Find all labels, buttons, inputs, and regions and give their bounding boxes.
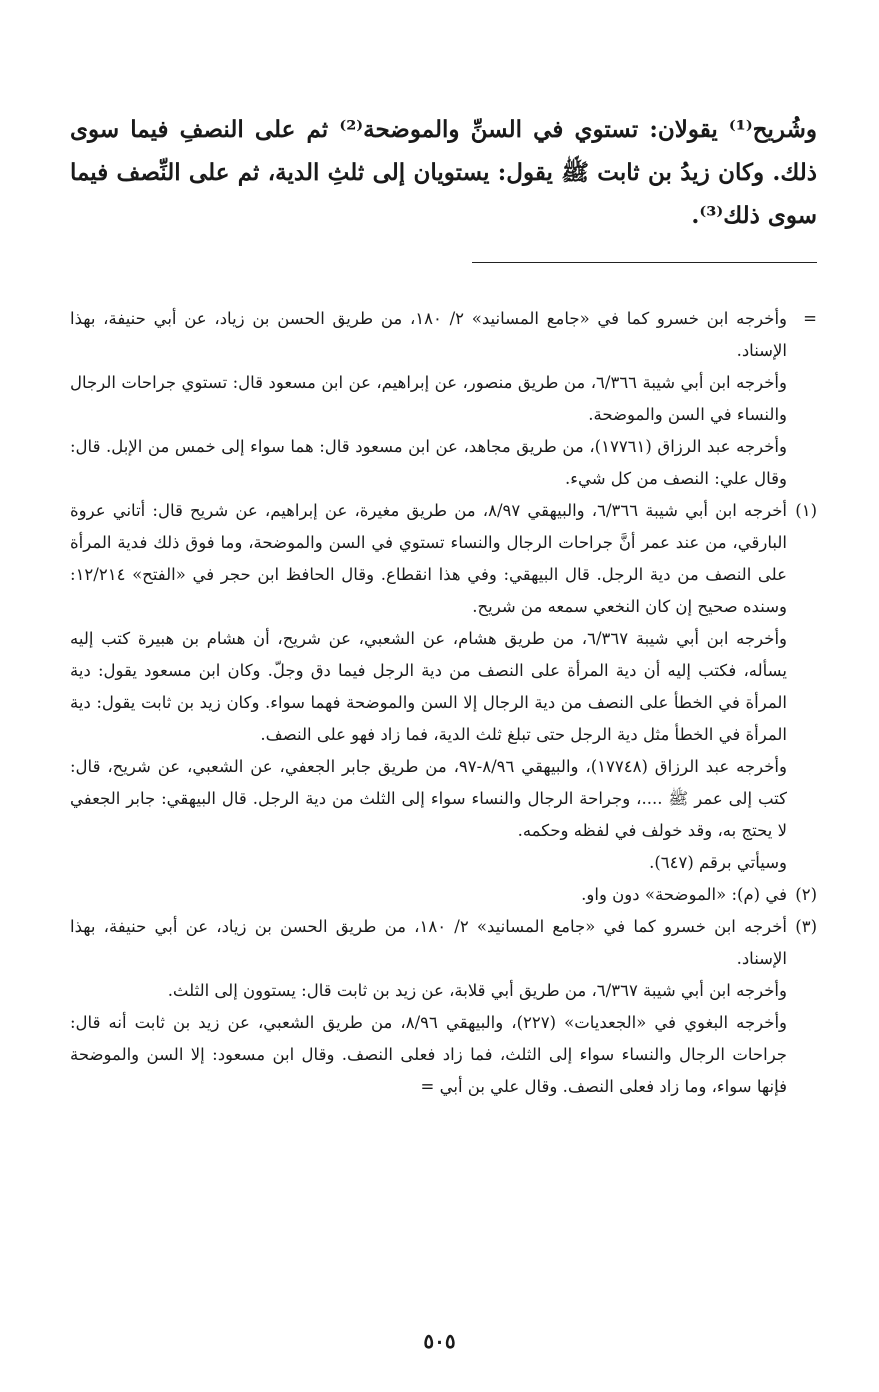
footnote-3-text: أخرجه ابن خسرو كما في «جامع المسانيد» ٢/ ١٨٠، من طريق الحسن بن زياد، عن أبي حنيفة، بهذا الإسناد. xyxy=(70,917,787,968)
footnote-1-paragraph: وسيأتي برقم (٦٤٧). xyxy=(649,853,787,872)
footnote-2 xyxy=(70,879,817,911)
continuation-paragraph: وأخرجه عبد الرزاق (١٧٧٦١)، من طريق مجاهد، عن ابن مسعود قال: هما سواء إلى خمس من الإبل. قال: وقال علي: النصف من كل شيء. xyxy=(70,437,787,488)
footnote-continuation xyxy=(70,303,817,367)
continuation-paragraph: وأخرجه ابن أبي شيبة ٦/٣٦٦، من طريق منصور، عن إبراهيم، عن ابن مسعود قال: تستوي جراحات الرجال والنساء في السن والموضحة. xyxy=(70,373,787,424)
footnote-3-mark: (٣) xyxy=(795,917,817,936)
footnote-3-paragraph: وأخرجه ابن أبي شيبة ٦/٣٦٧، من طريق أبي قلابة، عن زيد بن ثابت قال: يستوون إلى الثلث. xyxy=(167,981,787,1000)
main-paragraph: وشُريح⁽¹⁾ يقولان: تستوي في السنِّ والموضحة⁽²⁾ ثم على النصفِ فيما سوى ذلك. وكان زيدُ بن ثابت ﷺ يقول: يستويان إلى ثلثِ الدية، ثم على النِّصف فيما سوى ذلك⁽³⁾. xyxy=(70,116,817,229)
footnote-2-mark: (٢) xyxy=(795,885,817,904)
main-text-block xyxy=(70,108,817,237)
continuation-text: وأخرجه ابن خسرو كما في «جامع المسانيد» ٢/ ١٨٠، من طريق الحسن بن زياد، عن أبي حنيفة، بهذا الإسناد. xyxy=(70,309,787,360)
footnote-1-mark: (١) xyxy=(795,501,817,520)
footnote-separator xyxy=(472,262,817,263)
footnote-1 xyxy=(70,495,817,623)
footnote-2-text: في (م): «الموضحة» دون واو. xyxy=(581,885,787,904)
footnotes-block xyxy=(70,303,817,1103)
footnote-3-paragraph: وأخرجه البغوي في «الجعديات» (٢٢٧)، والبيهقي ٨/٩٦، من طريق الشعبي، عن زيد بن ثابت أنه قال: جراحات الرجال والنساء سواء إلى الثلث، فما زاد فعلى النصف. وقال ابن مسعود: إلا السن والموضحة فإنها سواء، وما زاد فعلى النصف. وقال علي بن أبي = xyxy=(70,1013,788,1096)
footnote-1-paragraph: وأخرجه ابن أبي شيبة ٦/٣٦٧، من طريق هشام، عن الشعبي، عن شريح، أن هشام بن هبيرة كتب إليه يسأله، فكتب إليه أن دية المرأة على النصف من دية الرجل فيما دق وجلّ. وكان ابن مسعود يقول: دية المرأة في الخطأ على النصف من دية الرجال إلا السن والموضحة فهما سواء. وكان زيد بن ثابت يقول: دية المرأة في الخطأ مثل دية الرجل حتى تبلغ ثلث الدية، فما زاد فهو على النصف. xyxy=(70,629,787,744)
footnote-3 xyxy=(70,911,817,975)
continuation-mark: = xyxy=(803,309,817,328)
page-number: ٥٠٥ xyxy=(423,1329,456,1353)
footnote-1-paragraph: وأخرجه عبد الرزاق (١٧٧٤٨)، والبيهقي ٨/٩٦-٩٧، من طريق جابر الجعفي، عن الشعبي، عن شريح، قال: كتب إلى عمر ﷺ ....، وجراحة الرجال والنساء سواء إلى الثلث من دية الرجل. قال البيهقي: جابر الجعفي لا يحتج به، وقد خولف في لفظه وحكمه. xyxy=(70,757,787,840)
footnote-1-text: أخرجه ابن أبي شيبة ٦/٣٦٦، والبيهقي ٨/٩٧، من طريق مغيرة، عن إبراهيم، عن شريح قال: أتاني عروة البارقي، من عند عمر أنَّ جراحات الرجال والنساء تستوي في السن والموضحة، وما فوق ذلك فدية المرأة على النصف من دية الرجل. قال البيهقي: وفي هذا انقطاع. وقال الحافظ ابن حجر في «الفتح» ١٢/٢١٤: وسنده صحيح إن كان النخعي سمعه من شريح. xyxy=(70,501,787,616)
